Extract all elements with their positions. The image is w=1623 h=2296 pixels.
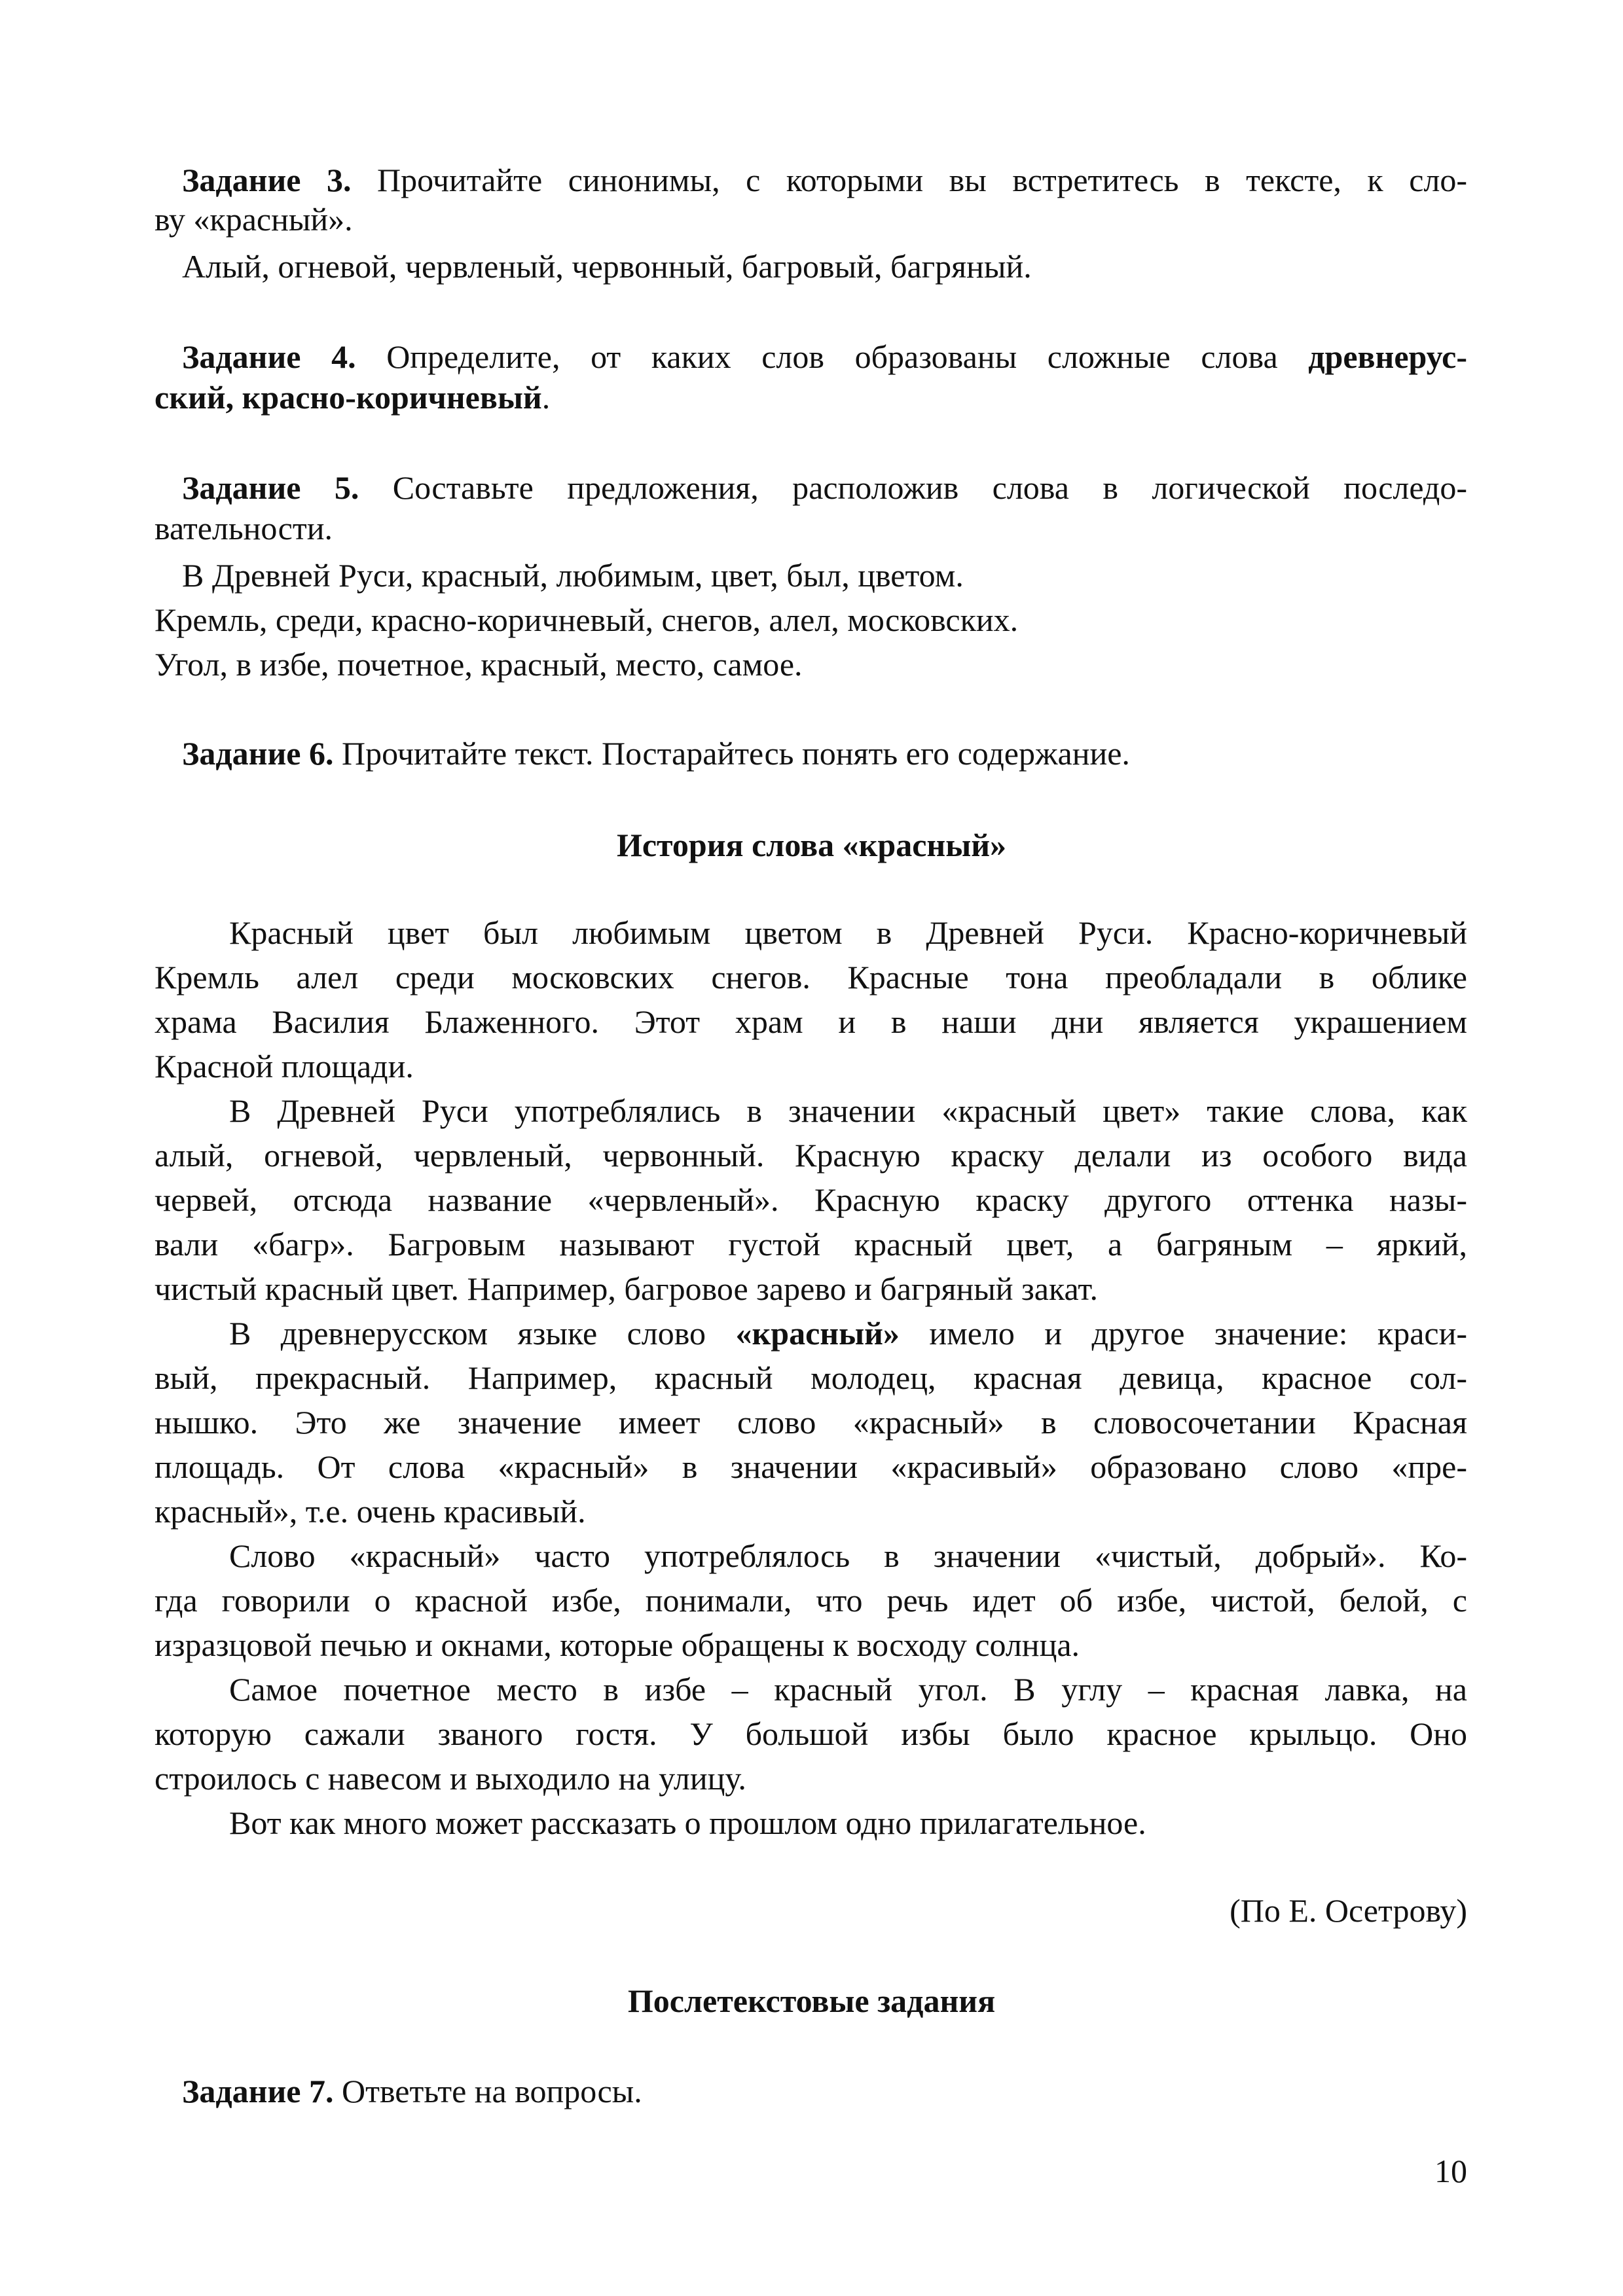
story-p3-line4: площадь. От слова «красный» в значении «красивый» образовано слово «пре- [155, 1448, 1467, 1485]
task5-text: Составьте предложения, расположив слова в логической последо- [359, 469, 1467, 506]
story-p5-line3: строилось с навесом и выходило на улицу. [155, 1760, 746, 1797]
task5-line2: вательности. [155, 510, 333, 547]
story-p3-line5: красный», т.е. очень красивый. [155, 1493, 586, 1530]
task6-label: Задание 6. [182, 735, 334, 772]
task5-sentence3: Угол, в избе, почетное, красный, место, самое. [155, 646, 803, 683]
story-p4-line1: Слово «красный» часто употреблялось в значении «чистый, добрый». Ко- [229, 1537, 1467, 1574]
story-p2-line1: В Древней Руси употреблялись в значении «красный цвет» такие слова, как [229, 1092, 1467, 1129]
story-p3-bold-word: «красный» [735, 1315, 900, 1352]
task3-line1 [182, 160, 1467, 200]
task7-label: Задание 7. [182, 2073, 334, 2109]
story-p2-line2: алый, огневой, червленый, червонный. Красную краску делали из особого вида [155, 1137, 1467, 1174]
story-source: (По Е. Осетрову) [1230, 1892, 1467, 1929]
story-p5-line2: которую сажали званого гостя. У большой избы было красное крыльцо. Оно [155, 1715, 1467, 1752]
task7-text: Ответьте на вопросы. [333, 2073, 642, 2109]
story-p2-line5: чистый красный цвет. Например, багровое зарево и багряный закат. [155, 1270, 1099, 1307]
task3-label: Задание 3. [182, 162, 352, 198]
post-tasks-title [0, 1981, 1623, 2020]
task5-label: Задание 5. [182, 469, 359, 506]
task3-text: Прочитайте синонимы, с которыми вы встретитесь в тексте, к сло- [351, 162, 1468, 198]
task4-text: Определите, от каких слов образованы сложные слова [356, 338, 1309, 375]
story-p3-text-b: имело и другое значение: краси- [899, 1315, 1468, 1352]
story-p1-line4: Красной площади. [155, 1048, 414, 1085]
story-p3-line3: нышко. Это же значение имеет слово «красный» в словосочетании Красная [155, 1404, 1467, 1441]
task4-line2 [155, 378, 550, 417]
story-p2-line4: вали «багр». Багровым называют густой красный цвет, а багряным – яркий, [155, 1226, 1467, 1263]
story-p1-line1: Красный цвет был любимым цветом в Древней Руси. Красно-коричневый [229, 914, 1467, 951]
story-p4-line3: изразцовой печью и окнами, которые обращены к восходу солнца. [155, 1626, 1080, 1663]
task3-synonyms: Алый, огневой, червленый, червонный, багровый, багряный. [182, 248, 1032, 285]
story-p4-line2: гда говорили о красной избе, понимали, что речь идет об избе, чистой, белой, с [155, 1582, 1467, 1619]
story-p1-line3: храма Василия Блаженного. Этот храм и в наши дни является украшением [155, 1003, 1467, 1040]
task3-line2: ву «красный». [155, 201, 353, 238]
page-number: 10 [1434, 2153, 1467, 2189]
task4-bold-words: ский, красно-коричневый [155, 379, 542, 416]
story-p3-text-a: В древнерусском языке слово [229, 1315, 736, 1352]
story-title-text: История слова «красный» [616, 827, 1007, 863]
task4-bold-word: древнерус- [1308, 338, 1467, 375]
story-p3-line1 [229, 1314, 1467, 1353]
story-p1-line2: Кремль алел среди московских снегов. Красные тона преобладали в облике [155, 959, 1467, 996]
task7-line [182, 2072, 642, 2111]
task4-period: . [541, 379, 551, 416]
story-p5-line1: Самое почетное место в избе – красный угол. В углу – красная лавка, на [229, 1671, 1467, 1708]
task5-sentence2: Кремль, среди, красно-коричневый, снегов, алел, московских. [155, 601, 1019, 638]
story-p2-line3: червей, отсюда название «червленый». Красную краску другого оттенка назы- [155, 1181, 1467, 1218]
post-tasks-title-text: Послетекстовые задания [627, 1982, 996, 2019]
task4-line1 [182, 337, 1467, 376]
story-p3-line2: вый, прекрасный. Например, красный молодец, красная девица, красное сол- [155, 1359, 1467, 1396]
task6-line [182, 734, 1130, 773]
task5-line1 [182, 468, 1467, 507]
task6-text: Прочитайте текст. Постарайтесь понять его содержание. [333, 735, 1130, 772]
story-p6-line1: Вот как много может рассказать о прошлом одно прилагательное. [229, 1804, 1146, 1841]
story-title [0, 825, 1623, 865]
task5-sentence1: В Древней Руси, красный, любимым, цвет, был, цветом. [182, 557, 964, 594]
task4-label: Задание 4. [182, 338, 356, 375]
